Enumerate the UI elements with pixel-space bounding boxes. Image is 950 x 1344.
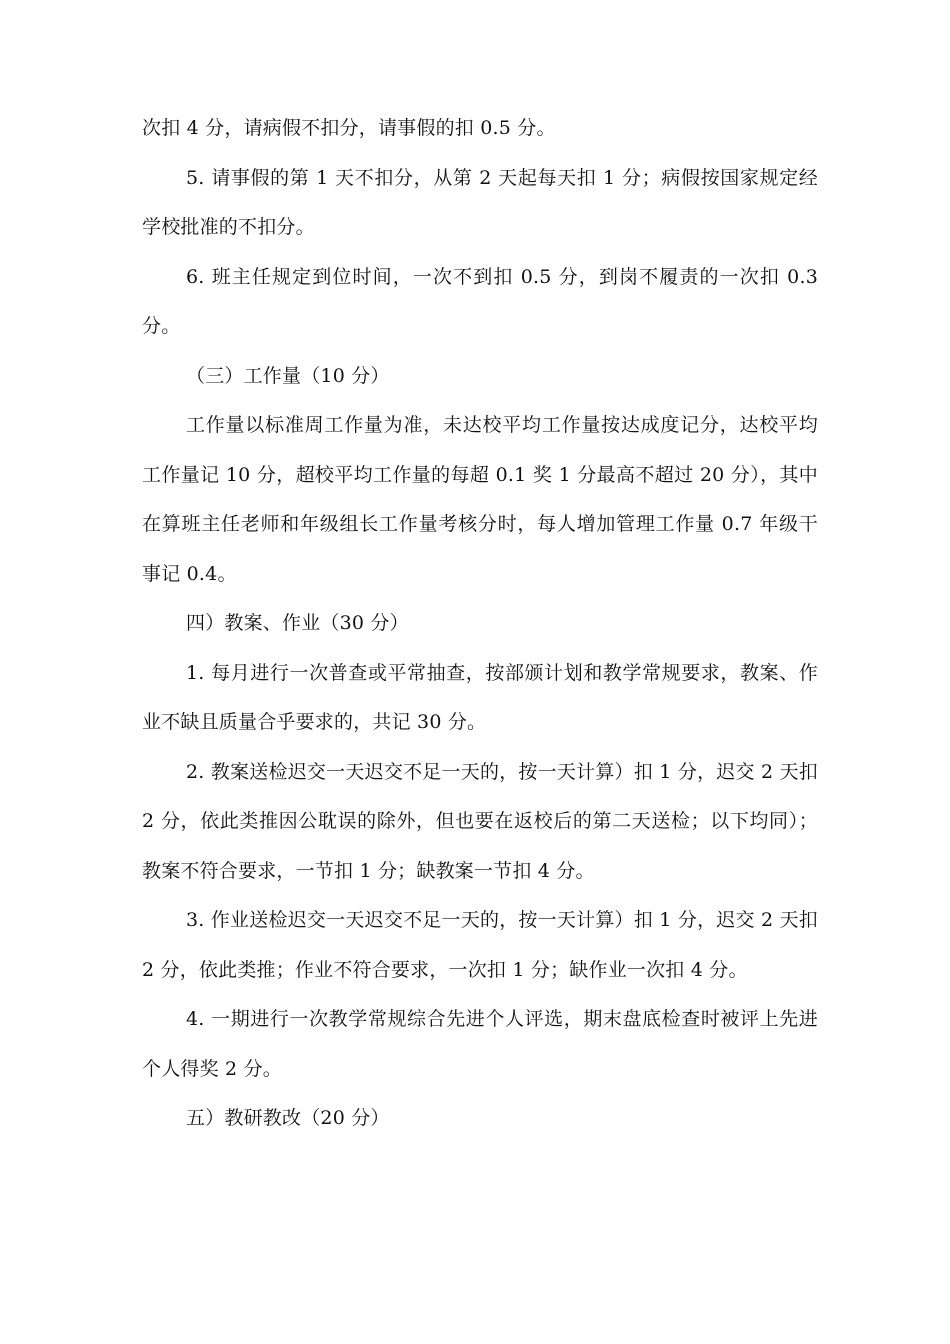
section-heading-workload: （三）工作量（10 分） [186, 364, 390, 387]
section-heading-lesson-plans-homework: 四）教案、作业（30 分） [186, 612, 409, 634]
document-body [142, 104, 818, 1144]
section-heading-teaching-research: 五）教研教改（20 分） [186, 1107, 390, 1129]
paragraph-workload-rules: 工作量以标准周工作量为准，未达校平均工作量按达成度记分，达校平均工作量记 10 分，超校平均工作量的每超 0.1 奖 1 分最高不超过 20 分），其中在算班主任老师和年级组长工作量考核分时，每人增加管理工作量 0.7 年级干事记 0.4。 [142, 414, 818, 585]
paragraph-item-5-personal-leave: 5. 请事假的第 1 天不扣分，从第 2 天起每天扣 1 分；病假按国家规定经学校批准的不扣分。 [142, 166, 818, 238]
paragraph-item-4-advanced-award: 4. 一期进行一次教学常规综合先进个人评选，期末盘底检查时被评上先进个人得奖 2 分。 [142, 1008, 818, 1080]
paragraph-item-1-monthly-check: 1. 每月进行一次普查或平常抽查，按部颁计划和教学常规要求，教案、作业不缺且质量合乎要求的，共记 30 分。 [142, 661, 818, 733]
paragraph-leave-deduction-continued: 次扣 4 分，请病假不扣分，请事假的扣 0.5 分。 [142, 117, 556, 139]
paragraph-item-2-lesson-plan-late: 2. 教案送检迟交一天迟交不足一天的，按一天计算）扣 1 分，迟交 2 天扣 2 分，依此类推因公耽误的除外，但也要在返校后的第二天送检；以下均同）；教案不符合要求，一节扣 1 分；缺教案一节扣 4 分。 [142, 760, 818, 882]
paragraph-item-6-head-teacher: 6. 班主任规定到位时间，一次不到扣 0.5 分，到岗不履责的一次扣 0.3 分。 [142, 265, 818, 337]
paragraph-item-3-homework-late: 3. 作业送检迟交一天迟交不足一天的，按一天计算）扣 1 分，迟交 2 天扣 2 分，依此类推；作业不符合要求，一次扣 1 分；缺作业一次扣 4 分。 [142, 909, 818, 981]
